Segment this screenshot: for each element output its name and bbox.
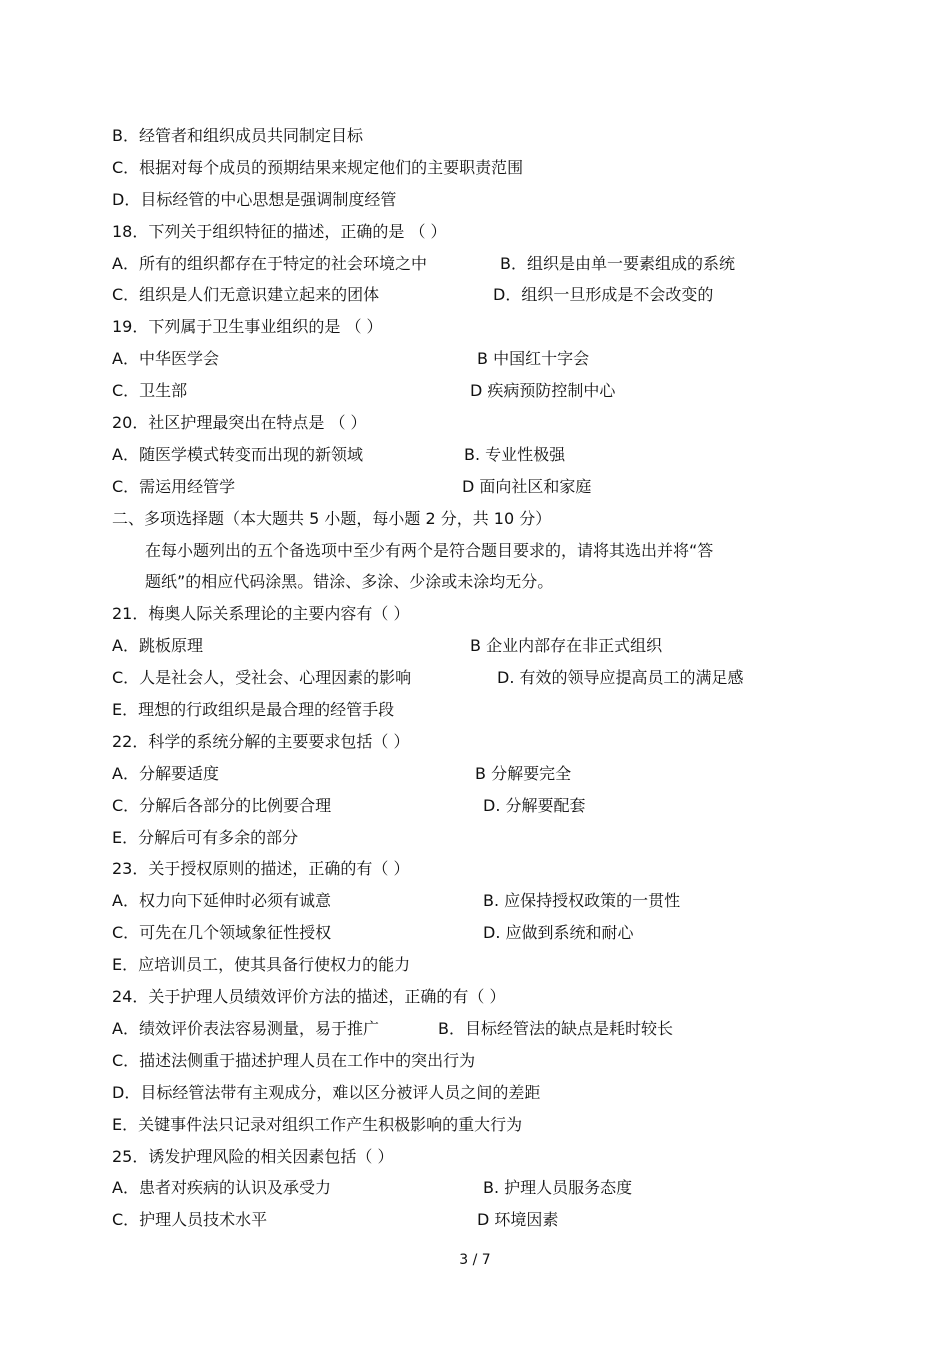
line-text: 二、多项选择题（本大题共 5 小题，每小题 2 分，共 10 分）	[112, 508, 552, 528]
text-line	[112, 885, 852, 917]
option-text: D．组织一旦形成是不会改变的	[493, 285, 714, 305]
line-text: 21．梅奥人际关系理论的主要内容有（ ）	[112, 604, 410, 624]
line-text: E．应培训员工，使其具备行使权力的能力	[112, 955, 411, 975]
option-text: D 环境因素	[477, 1210, 559, 1230]
line-text: 20．社区护理最突出在特点是 （ ）	[112, 413, 367, 433]
text-line	[112, 407, 852, 439]
text-line	[112, 279, 852, 311]
line-text: A．患者对疾病的认识及承受力	[112, 1178, 331, 1198]
line-text: 25．诱发护理风险的相关因素包括（ ）	[112, 1146, 394, 1166]
line-text: 24．关于护理人员绩效评价方法的描述，正确的有（ ）	[112, 987, 506, 1007]
text-line	[112, 535, 852, 567]
page-content	[112, 120, 852, 1236]
line-text: C．描述法侧重于描述护理人员在工作中的突出行为	[112, 1050, 476, 1070]
text-line	[112, 758, 852, 790]
option-text: D. 应做到系统和耐心	[483, 923, 634, 943]
text-line	[112, 1077, 852, 1109]
text-line	[112, 1109, 852, 1141]
option-text: B. 专业性极强	[464, 444, 566, 464]
line-text: C．组织是人们无意识建立起来的团体	[112, 285, 380, 305]
option-text: B. 应保持授权政策的一贯性	[483, 891, 681, 911]
line-text: 19．下列属于卫生事业组织的是 （ ）	[112, 317, 383, 337]
line-text: C．护理人员技术水平	[112, 1210, 268, 1230]
text-line	[112, 598, 852, 630]
line-text: D．目标经管法带有主观成分，难以区分被评人员之间的差距	[112, 1082, 541, 1102]
text-line	[112, 853, 852, 885]
option-text: D 疾病预防控制中心	[470, 381, 616, 401]
line-text: C．人是社会人，受社会、心理因素的影响	[112, 668, 412, 688]
text-line	[112, 1172, 852, 1204]
line-text: 22．科学的系统分解的主要要求包括（ ）	[112, 731, 410, 751]
text-line	[112, 503, 852, 535]
text-line	[112, 311, 852, 343]
text-line	[112, 375, 852, 407]
text-line	[112, 120, 852, 152]
line-text: C．卫生部	[112, 381, 188, 401]
option-text: B．组织是由单一要素组成的系统	[500, 253, 735, 273]
line-text: C．可先在几个领域象征性授权	[112, 923, 332, 943]
text-line	[112, 917, 852, 949]
text-line	[112, 1013, 852, 1045]
line-text: A．跳板原理	[112, 636, 203, 656]
text-line	[112, 343, 852, 375]
line-text: E．关键事件法只记录对组织工作产生积极影响的重大行为	[112, 1114, 523, 1134]
option-text: B．目标经管法的缺点是耗时较长	[438, 1018, 673, 1038]
line-text: B．经管者和组织成员共同制定目标	[112, 126, 363, 145]
line-text: A．权力向下延伸时必须有诚意	[112, 891, 331, 911]
line-text: C．分解后各部分的比例要合理	[112, 795, 332, 815]
text-line	[112, 726, 852, 758]
text-line	[112, 248, 852, 280]
line-text: A．绩效评价表法容易测量，易于推广	[112, 1018, 379, 1038]
line-text: E．分解后可有多余的部分	[112, 827, 299, 847]
text-line	[112, 790, 852, 822]
text-line	[112, 981, 852, 1013]
text-line	[112, 152, 852, 184]
line-text: A．随医学模式转变而出现的新领域	[112, 444, 363, 464]
text-line	[112, 439, 852, 471]
line-text: C．根据对每个成员的预期结果来规定他们的主要职责范围	[112, 157, 524, 177]
text-line	[112, 1204, 852, 1236]
text-line	[112, 184, 852, 216]
text-line	[112, 949, 852, 981]
option-text: B. 护理人员服务态度	[483, 1178, 633, 1198]
line-text: A．所有的组织都存在于特定的社会环境之中	[112, 253, 427, 273]
text-line	[112, 822, 852, 854]
line-text: 题纸”的相应代码涂黑。错涂、多涂、少涂或未涂均无分。	[145, 572, 554, 592]
page-number: 3 / 7	[459, 1252, 491, 1268]
text-line	[112, 694, 852, 726]
text-line	[112, 471, 852, 503]
line-text: A．分解要适度	[112, 763, 219, 783]
text-line	[112, 1141, 852, 1173]
line-text: 在每小题列出的五个备选项中至少有两个是符合题目要求的，请将其选出并将“答	[145, 540, 714, 560]
line-text: 23．关于授权原则的描述，正确的有（ ）	[112, 859, 410, 879]
text-line	[112, 630, 852, 662]
text-line	[112, 216, 852, 248]
option-text: D. 有效的领导应提高员工的满足感	[497, 668, 744, 688]
line-text: E．理想的行政组织是最合理的经管手段	[112, 700, 395, 720]
text-line	[112, 662, 852, 694]
option-text: D 面向社区和家庭	[462, 476, 592, 496]
option-text: B 中国红十字会	[477, 349, 590, 369]
line-text: C．需运用经管学	[112, 476, 236, 496]
line-text: 18．下列关于组织特征的描述，正确的是 （ ）	[112, 221, 447, 241]
line-text: A．中华医学会	[112, 349, 219, 369]
option-text: D. 分解要配套	[483, 795, 586, 815]
line-text: D．目标经管的中心思想是强调制度经管	[112, 189, 397, 209]
text-line	[112, 1045, 852, 1077]
option-text: B 分解要完全	[475, 763, 572, 783]
text-line	[112, 566, 852, 598]
option-text: B 企业内部存在非正式组织	[470, 636, 663, 656]
